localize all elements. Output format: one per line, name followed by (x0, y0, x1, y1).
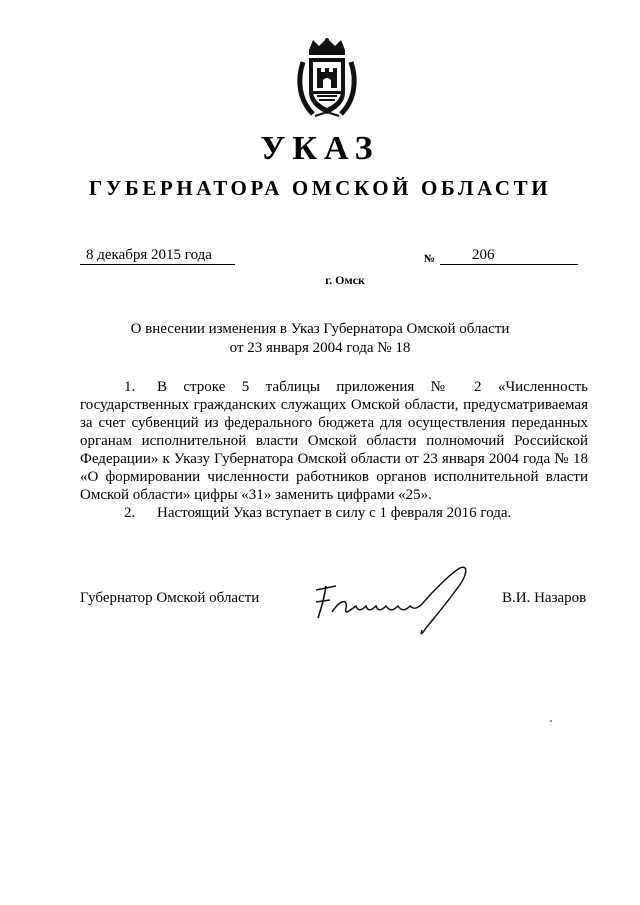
decree-subtitle: ГУБЕРНАТОРА ОМСКОЙ ОБЛАСТИ (88, 176, 552, 200)
paragraph-2 (80, 504, 588, 522)
paragraph-text: Настоящий Указ вступает в силу с 1 февраля 2016 года. (157, 505, 512, 521)
decree-heading (0, 320, 640, 358)
decree-date: 8 декабря 2015 года (80, 246, 235, 265)
paragraph-text: В строке 5 таблицы приложения № 2 «Численность государственных гражданских служащих Омской области, предусматриваемая за счет субвенций из федерального бюджета для осуществления переданных органам исполнительной власти Омской области полномочий Российской Федерации» к Указу Губернатора Омской области от 23 января 2004 года № 18 «О формировании численности работников органов исполнительной власти Омской области» цифры «31» заменить цифрами «25». (80, 379, 588, 503)
scan-speck (550, 720, 552, 722)
paragraph-number: 1. (124, 379, 136, 395)
paragraph-number: 2. (124, 505, 136, 521)
heading-line-2: от 23 января 2004 года № 18 (229, 340, 411, 356)
signer-role: Губернатор Омской области (80, 590, 260, 606)
city: г. Омск (325, 273, 365, 287)
signer-name: В.И. Назаров (502, 590, 587, 606)
heading-line-1: О внесении изменения в Указ Губернатора Омской области (130, 321, 510, 337)
paragraph-1 (80, 378, 588, 504)
decree-body (80, 378, 588, 522)
decree-number: 206 (440, 246, 578, 265)
number-label: № (424, 253, 436, 265)
coat-of-arms-emblem (295, 36, 359, 120)
handwritten-signature (310, 560, 480, 640)
decree-title: УКАЗ (260, 130, 380, 167)
